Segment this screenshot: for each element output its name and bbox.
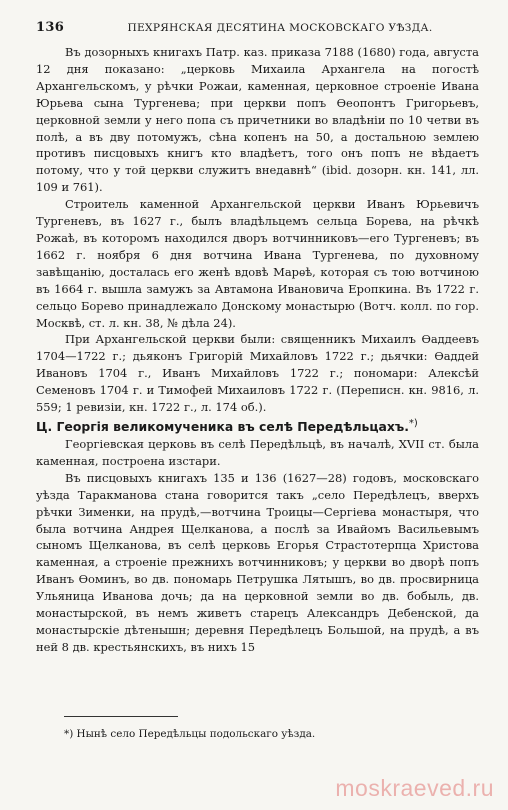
paragraph: При Архангельской церкви были: священникъ Михаилъ Ѳаддеевъ 1704—1722 г.; дьяконъ Григорій Михайловъ 1722 г.; дьячки: Ѳаддей Ивановъ 1704 г., Иванъ Михайловъ 1722 г.; пономари: Алексѣй Семеновъ 1704 г. и Тимофей Михаиловъ 1722 г. (Переписн. кн. 9816, л. 559; 1 ревизіи, кн. 1722 г., л. 174 об.).: [36, 332, 479, 415]
section-heading-text: Ц. Георгія великомученика въ селѣ Передѣльцахъ.: [36, 419, 409, 435]
page-number: 136: [36, 20, 65, 35]
footnote-divider: [64, 716, 178, 717]
paragraph: Въ писцовыхъ книгахъ 135 и 136 (1627—28) годовъ, московскаго уѣзда Таракманова стана говорится такъ „село Передѣлецъ, вверхъ рѣчки Зименки, на прудѣ,—вотчина Троицы—Сергіева монастыря, что была вотчина Андрея Щелканова, а послѣ за Ивайомъ Васильевымъ сыномъ Щелканова, въ селѣ церковь Егорья Страстотерпца Христова каменная, а строеніе прежнихъ вотчинниковъ; у церкви во дворѣ попъ Иванъ Ѳоминъ, во дв. пономарь Петрушка Лятышъ, во дв. просвирница Ульяница Иванова дочь; да на церковной земли во дв. бобыль, дв. монастырской, въ немъ живетъ старецъ Александръ Дебенской, да монастырскіе дѣтенышн; деревня Передѣлецъ Большой, на прудѣ, а въ ней 8 дв. крестьянскихъ, въ нихъ 15: [36, 470, 479, 654]
watermark: moskraeved.ru: [335, 775, 494, 801]
footnote: *) Нынѣ село Передѣльцы подольскаго уѣзда.: [64, 728, 316, 740]
footnote-marker: *): [408, 417, 418, 429]
section-heading: [36, 416, 479, 436]
paragraph: Въ дозорныхъ книгахъ Патр. каз. приказа 7188 (1680) года, августа 12 дня показано: „церковь Михаила Архангела на погостѣ Архангельскомъ, у рѣчки Рожаи, каменная, церковное строеніе Ивана Юрьева сына Тургенева; при церкви попъ Ѳеопонтъ Григорьевъ, церковной земли у него попа съ причетники во владѣніи по 10 четви въ полѣ, а въ дву потомужъ, сѣна копенъ на 50, а достальною землею противъ писцовыхъ книгъ кто владѣетъ, того онъ попъ не вѣдаетъ потому, что у той церкви служитъ внедавнѣ“ (ibid. дозорн. кн. 141, лл. 109 и 761).: [36, 45, 479, 195]
paragraph: Георгіевская церковь въ селѣ Передѣльцѣ, въ началѣ, XVII ст. была каменная, построена изстари.: [36, 436, 479, 468]
running-title: ПЕХРЯНСКАЯ ДЕСЯТИНА МОСКОВСКАГО УѢЗДА.: [127, 22, 433, 34]
paragraph: Строитель каменной Архангельской церкви Иванъ Юрьевичъ Тургеневъ, въ 1627 г., былъ владѣльцемъ сельца Борева, на рѣчкѣ Рожаѣ, въ которомъ находился дворъ вотчинниковъ—его Тургеневъ; въ 1662 г. ноября 6 дня вотчина Ивана Тургенева, по духовному завѣщанію, досталась его женѣ вдовѣ Марѳѣ, которая съ тою вотчиною въ 1664 г. вышла замужъ за Автамона Ивановича Еропкина. Въ 1722 г. сельцо Борево принадлежало Донскому монастырю (Вотч. колл. по гор. Москвѣ, ст. л. кн. 38, № дѣла 24).: [36, 197, 479, 330]
running-header: [36, 20, 480, 36]
page-body: [36, 44, 479, 656]
